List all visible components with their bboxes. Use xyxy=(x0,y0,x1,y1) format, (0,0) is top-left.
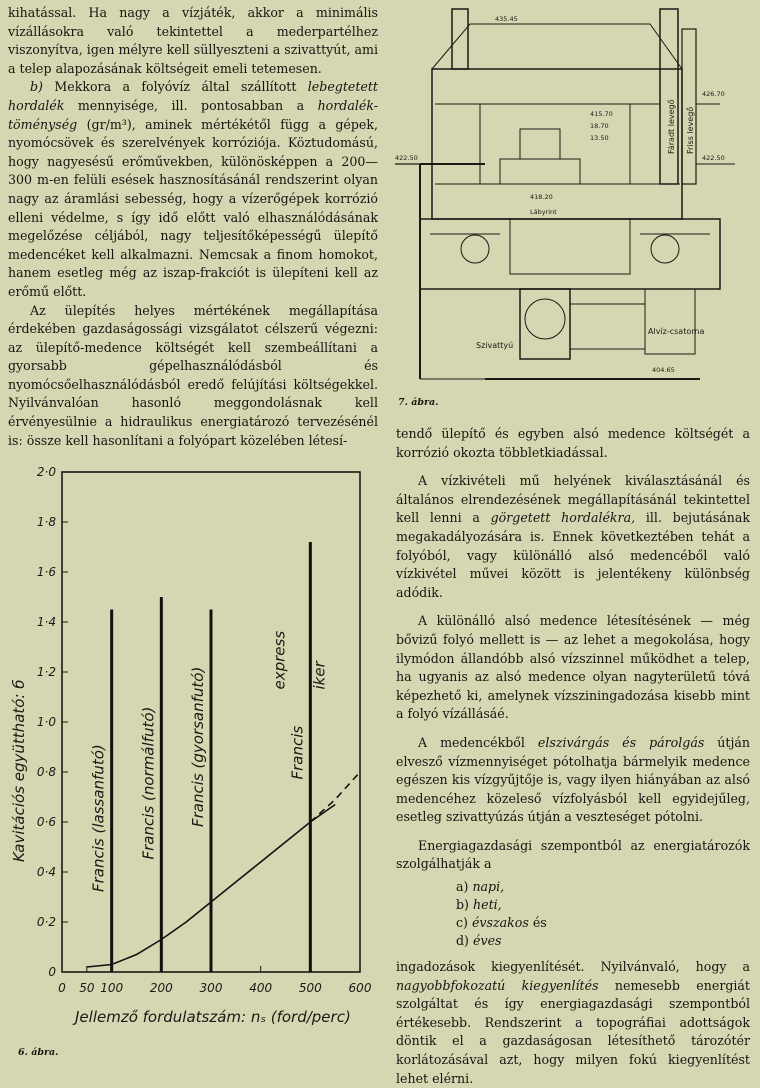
y-tick-label: 2·0 xyxy=(36,465,56,479)
y-tick-label: 0·8 xyxy=(36,765,56,779)
y-tick-label: 0·2 xyxy=(36,915,56,929)
fig7-label-friss: Friss levegő xyxy=(686,106,695,154)
fig7-elev-right: 422.50 xyxy=(702,154,725,162)
bar-label: Francis (lassanfutó) xyxy=(89,744,108,892)
figure-7-diagram xyxy=(390,4,752,392)
x-tick-label: 100 xyxy=(100,981,124,995)
right-paragraph-5: Energiagazdasági szempontból az energiatározók szolgálhatják a xyxy=(396,837,750,872)
bar-label: Francis xyxy=(288,725,307,780)
fig7-elev-b: 18.70 xyxy=(590,122,609,130)
fig7-elev-roof: 426.70 xyxy=(702,90,725,98)
right-paragraph-6: ingadozások kiegyenlítését. Nyilvánvaló, hogy a nagyobbfokozatú kiegyenlítés nemesebb energiát szolgáltat és így energiagazdasági szempontból értékesebb. Rendszerint a topográfiai adottságok döntik el a gazdaságosan létesíthető tározótér korlátozásával azt, hogy milyen fokú kiegyenlítést lehet elérni. xyxy=(396,959,750,1086)
fig7-labyrinth: Lábyrint xyxy=(530,208,557,216)
term-hordalek-tomenyseg: hordalék-töménység xyxy=(8,97,378,132)
y-tick-label: 0 xyxy=(48,965,56,979)
left-paragraph-2: b) Mekkora a folyóvíz által szállított lebegtetett hordalék mennyisége, ill. pontosabban a hordalék-töménység (gr/m³), aminek mértékétől függ a gépek, nyomócsövek és szerelvények korróziója. Köztudomású, hogy nagyesésű erőművekben, különösképpen a 200—300 m-en felüli esések hasznosításánál rendszerint olyan nagy az áramlási sebesség, hogy a vízerőgépek korrózió elleni védelme, s így idő előtt való elhasználódásának megelőzése céljából, nagy teljesítőképességű ülepítő medencéket kell alkalmazni. Nemcsak a finom homokot, hanem esetleg még az iszap-frakciót is ülepíteni kell az erőmű előtt. xyxy=(8,79,378,299)
figure-6-chart xyxy=(0,462,385,1042)
right-paragraph-4: A medencékből elszivárgás és párolgás útján elvesző vízmennyiséget pótolhatja bármelyik medence egészen kis vízgyűjtője is, vagy ilyen hiányában az alsó medencéhez közeleső vízfolyásból kell egyidejűleg, esetleg szivattyúzás útján a veszteséget pótolni. xyxy=(396,734,750,825)
left-column-text xyxy=(8,4,378,450)
bar-label: express xyxy=(270,630,289,690)
x-tick-label: 50 xyxy=(79,981,95,995)
fig7-label-faradt: Fáradt levegő xyxy=(667,99,676,154)
right-paragraph-2: A vízkivételi mű helyének kiválasztásánál és általános elrendezésének megállapításánál tekintettel kell lenni a görgetett hordalékra, ill. bejutásának megakadályozására is. Ennek következtében tehát a folyóból, vagy különálló alsó medencéből való vízkivétel művei között is jelentékeny különbség adódik. xyxy=(396,473,750,600)
fig7-elev-low: 404.65 xyxy=(652,366,675,374)
figure-7-caption: 7. ábra. xyxy=(398,397,439,408)
x-tick-label: 500 xyxy=(298,981,322,995)
x-tick-label: 0 xyxy=(58,981,66,995)
x-tick-label: 200 xyxy=(149,981,173,995)
fig7-elev-c: 13.50 xyxy=(590,134,609,142)
x-tick-label: 600 xyxy=(348,981,372,995)
right-paragraph-3: A különálló alsó medence létesítésének — még bővizű folyó mellett is — az lehet a megokolása, hogy ilymódon állandóbb alsó vízszinnel működhet a telep, ha ugyanis az alsó medence olyan nagyterületű tóvá képezhető ki, amelynek vízsziningadozása kisebb mint a folyó vízállásáé. xyxy=(396,613,750,722)
fig7-elev-top: 435.45 xyxy=(495,15,518,23)
left-paragraph-3: Az ülepítés helyes mértékének megállapítása érdekében gazdaságossági vizsgálatot célszerű végezni: az ülepítő-medence költségét kell szembeállítani a gyorsabb gépelhasználódásból és nyomócsőelhasználódásból eredő felújítási költségekkel. Nyilvánvalóan hasonló meggondolásnak kell érvényesülnie a hidraulikus energiatározó tervezésénél is: össze kell hasonlítani a folyópart közelében létesí- xyxy=(8,302,378,448)
list-item: d) éves xyxy=(456,933,502,949)
right-paragraph-1: tendő ülepítő és egyben alsó medence költségét a korrózió okozta többletkiadással. xyxy=(396,426,750,460)
left-paragraph-1: kihatással. Ha nagy a vízjáték, akkor a minimális vízállásokra való tekintettel a mederpartélhez viszonyítva, igen mélyre kell süllyeszteni a szivattyút, ami a telep alapozásának költségeit emeli tetemesen. xyxy=(8,5,378,76)
item-label-b: b) xyxy=(30,79,43,95)
y-tick-label: 1·0 xyxy=(36,715,56,729)
y-tick-label: 1·8 xyxy=(36,515,56,529)
term-nagyobbfokozatu: nagyobbfokozatú kiegyenlítés xyxy=(396,977,599,993)
x-tick-label: 400 xyxy=(249,981,273,995)
bar-label: Francis (gyorsanfutó) xyxy=(189,666,207,827)
y-tick-label: 1·4 xyxy=(36,615,56,629)
fig7-elev-mid: 418.20 xyxy=(530,193,553,201)
balancing-list xyxy=(456,878,750,950)
fig7-elev-a: 415.70 xyxy=(590,110,613,118)
figure-6-caption: 6. ábra. xyxy=(18,1047,59,1058)
y-tick-label: 1·6 xyxy=(36,565,56,579)
right-column-text xyxy=(396,425,750,1088)
fig7-elev-left: 422.50 xyxy=(395,154,418,162)
bar-label: Francis (normálfutó) xyxy=(139,706,158,860)
term-lebegtetett: lebegtetett hordalék xyxy=(8,79,378,113)
term-elszivargas: elszivárgás és párolgás xyxy=(537,734,705,750)
list-item: b) heti, xyxy=(456,897,502,913)
list-item: c) évszakos és xyxy=(456,915,547,931)
list-item: a) napi, xyxy=(456,879,505,895)
y-tick-label: 0·6 xyxy=(36,815,56,829)
y-tick-label: 0·4 xyxy=(36,865,56,879)
bar-label: iker xyxy=(310,661,329,690)
fig6-ylabel: Kavitációs együttható: б xyxy=(10,679,28,862)
fig6-xlabel: Jellemző fordulatszám: nₛ (ford/perc) xyxy=(75,1008,351,1026)
y-tick-label: 1·2 xyxy=(36,665,56,679)
fig7-label-alvizcsatorna: Alvíz-csatorna xyxy=(648,327,705,336)
x-tick-label: 300 xyxy=(199,981,223,995)
series-line xyxy=(310,772,360,822)
fig7-label-szivattyu: Szivattyú xyxy=(476,341,514,350)
term-gorgetett: görgetett hordalékra, xyxy=(490,510,636,526)
